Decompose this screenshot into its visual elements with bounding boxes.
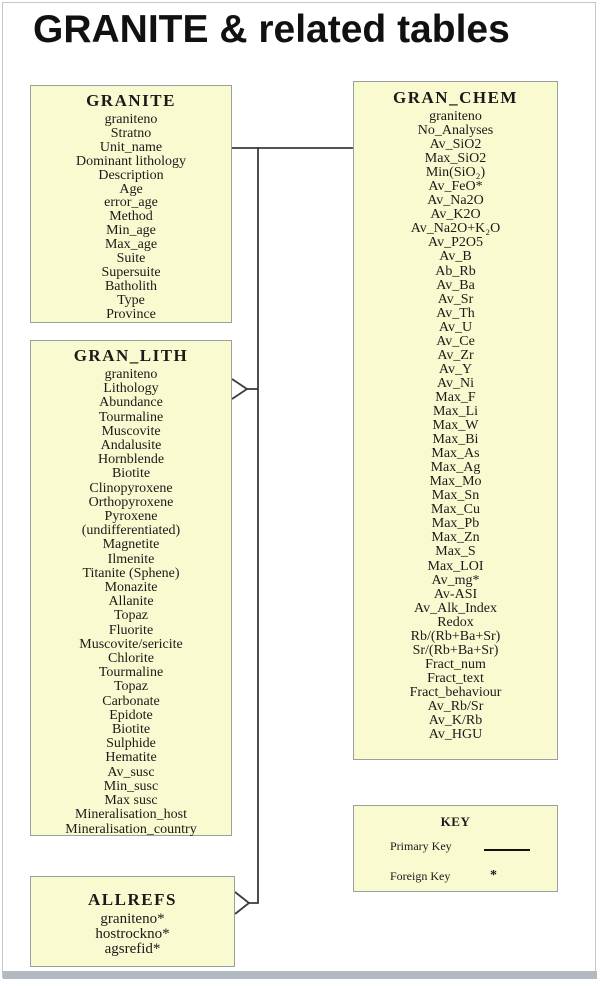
field-row: Av_susc [107, 764, 155, 780]
field-row: graniteno [104, 112, 158, 127]
field-row: Hematite [105, 750, 157, 766]
field-row: agsrefid* [104, 941, 161, 957]
field-row: Av_SiO2 [429, 137, 482, 153]
bottom-divider-bar [3, 971, 597, 979]
field-row: graniteno* [100, 911, 165, 927]
field-row: Titanite (Sphene) [82, 565, 180, 581]
field-row: Tourmaline [98, 665, 164, 681]
field-row: Min_age [106, 223, 156, 239]
field-row: Max_W [432, 418, 479, 434]
field-row: Type [117, 292, 145, 308]
table-allrefs [30, 876, 235, 967]
field-row: Av_HGU [428, 727, 483, 743]
field-row: Av_Alk_Index [414, 600, 497, 616]
field-row: Av_K2O [430, 207, 481, 223]
legend-foreign-key-row [354, 869, 557, 885]
field-row: Chlorite [108, 651, 154, 667]
field-row: Av-ASI [433, 586, 478, 602]
field-row: Av_U [438, 319, 473, 335]
field-row: Max_Li [432, 403, 479, 419]
field-row: Province [106, 306, 156, 322]
field-row: Lithology [103, 381, 159, 397]
field-row: Tourmaline [98, 409, 164, 425]
field-row: Max_Bi [432, 432, 479, 448]
field-row: Max_SiO2 [424, 151, 487, 167]
field-row: Av_Zr [437, 347, 474, 363]
field-row: Method [109, 209, 153, 225]
field-row: Epidote [109, 707, 153, 723]
field-row: Max_Cu [431, 502, 480, 518]
field-row: Max_Ag [430, 460, 481, 476]
field-row: Max_Pb [431, 516, 480, 532]
table-gran-lith-title: GRAN_LITH [73, 346, 189, 365]
table-granite [30, 85, 232, 323]
field-row: Fract_text [427, 670, 484, 686]
field-row: graniteno [429, 109, 482, 124]
field-row: Av_Ni [436, 375, 475, 391]
field-row: Av_Rb/Sr [427, 698, 484, 714]
field-row: Av_Th [436, 305, 475, 321]
field-row: Carbonate [102, 693, 160, 709]
field-row: Sulphide [106, 736, 156, 752]
table-gran-lith [30, 340, 232, 836]
field-row: Allanite [108, 594, 154, 610]
table-granite-title: GRANITE [86, 91, 176, 110]
field-row: Muscovite/sericite [79, 636, 183, 652]
field-row: Max_Mo [429, 474, 482, 490]
primary-key-label: Primary Key [390, 839, 452, 853]
table-allrefs-fields [31, 912, 234, 957]
field-row: Av_P2O5 [428, 235, 483, 251]
field-row: Max_As [431, 446, 480, 462]
field-row: (undifferentiated) [81, 523, 181, 539]
field-row: Av_Na2O+K₂O [410, 221, 501, 237]
field-row: Max_Zn [431, 530, 480, 546]
field-row: Biotite [111, 722, 151, 738]
field-row: Av_Na2O [427, 193, 484, 209]
field-row: Orthopyroxene [88, 494, 174, 510]
field-row: Hornblende [97, 452, 165, 468]
field-row: Suite [116, 251, 146, 267]
legend-key-box [353, 805, 558, 892]
field-row: Av_mg* [431, 572, 480, 588]
field-row: Batholith [104, 278, 158, 294]
field-row: Av_Y [438, 361, 473, 377]
field-row: Ilmenite [107, 551, 155, 567]
field-row: Stratno [110, 125, 152, 141]
field-row: Mineralisation_country [65, 821, 197, 837]
table-gran-chem-title: GRAN_CHEM [393, 88, 518, 107]
page-title: GRANITE & related tables [33, 8, 510, 51]
field-row: Av_K/Rb [428, 713, 483, 729]
field-row: Topaz [113, 679, 148, 695]
field-row: Redox [437, 614, 474, 630]
field-row: hostrockno* [95, 926, 170, 942]
table-gran-lith-fields [31, 368, 231, 837]
field-row: Dominant lithology [75, 153, 187, 169]
field-row: Max susc [104, 793, 158, 809]
field-row: Abundance [99, 395, 163, 411]
legend-key-title: KEY [440, 814, 471, 829]
field-row: graniteno [104, 367, 158, 382]
field-row: Av_FeO* [428, 179, 483, 195]
field-row: Sr/(Rb+Ba+Sr) [412, 642, 499, 658]
field-row: Muscovite [101, 423, 161, 439]
field-row: Rb/(Rb+Ba+Sr) [410, 628, 501, 644]
foreign-key-asterisk-icon: * [490, 868, 497, 883]
primary-key-line-icon [484, 849, 530, 851]
field-row: Av_Ba [436, 277, 475, 293]
field-row: Av_B [439, 249, 472, 265]
field-row: Fract_behaviour [409, 684, 502, 700]
field-row: Max_age [104, 237, 158, 253]
field-row: Fract_num [425, 656, 486, 672]
field-row: Min(SiO₂) [425, 165, 486, 181]
table-granite-fields [31, 113, 231, 322]
field-row: No_Analyses [417, 123, 494, 139]
field-row: Max_Sn [431, 488, 480, 504]
field-row: Topaz [113, 608, 148, 624]
field-row: Av_Sr [437, 291, 474, 307]
table-gran-chem [353, 81, 558, 760]
field-row: Monazite [104, 580, 158, 596]
field-row: Andalusite [100, 438, 162, 454]
field-row: Clinopyroxene [89, 480, 173, 496]
field-row: Av_Ce [436, 333, 475, 349]
table-allrefs-title: ALLREFS [88, 890, 177, 909]
table-gran-chem-fields [354, 110, 557, 742]
field-row: Max_S [435, 544, 476, 560]
field-row: Mineralisation_host [75, 807, 187, 823]
field-row: Biotite [111, 466, 151, 482]
field-row: Unit_name [99, 139, 163, 155]
field-row: Fluorite [108, 622, 154, 638]
field-row: Supersuite [101, 264, 161, 280]
field-row: error_age [104, 195, 158, 211]
field-row: Age [119, 181, 143, 197]
field-row: Pyroxene [104, 509, 158, 525]
field-row: Max_LOI [427, 558, 484, 574]
field-row: Description [98, 167, 164, 183]
field-row: Ab_Rb [435, 263, 476, 279]
field-row: Max_F [435, 389, 476, 405]
field-row: Magnetite [102, 537, 160, 553]
legend-primary-key-row [354, 839, 557, 855]
foreign-key-label: Foreign Key [390, 869, 451, 883]
field-row: Min_susc [103, 778, 159, 794]
